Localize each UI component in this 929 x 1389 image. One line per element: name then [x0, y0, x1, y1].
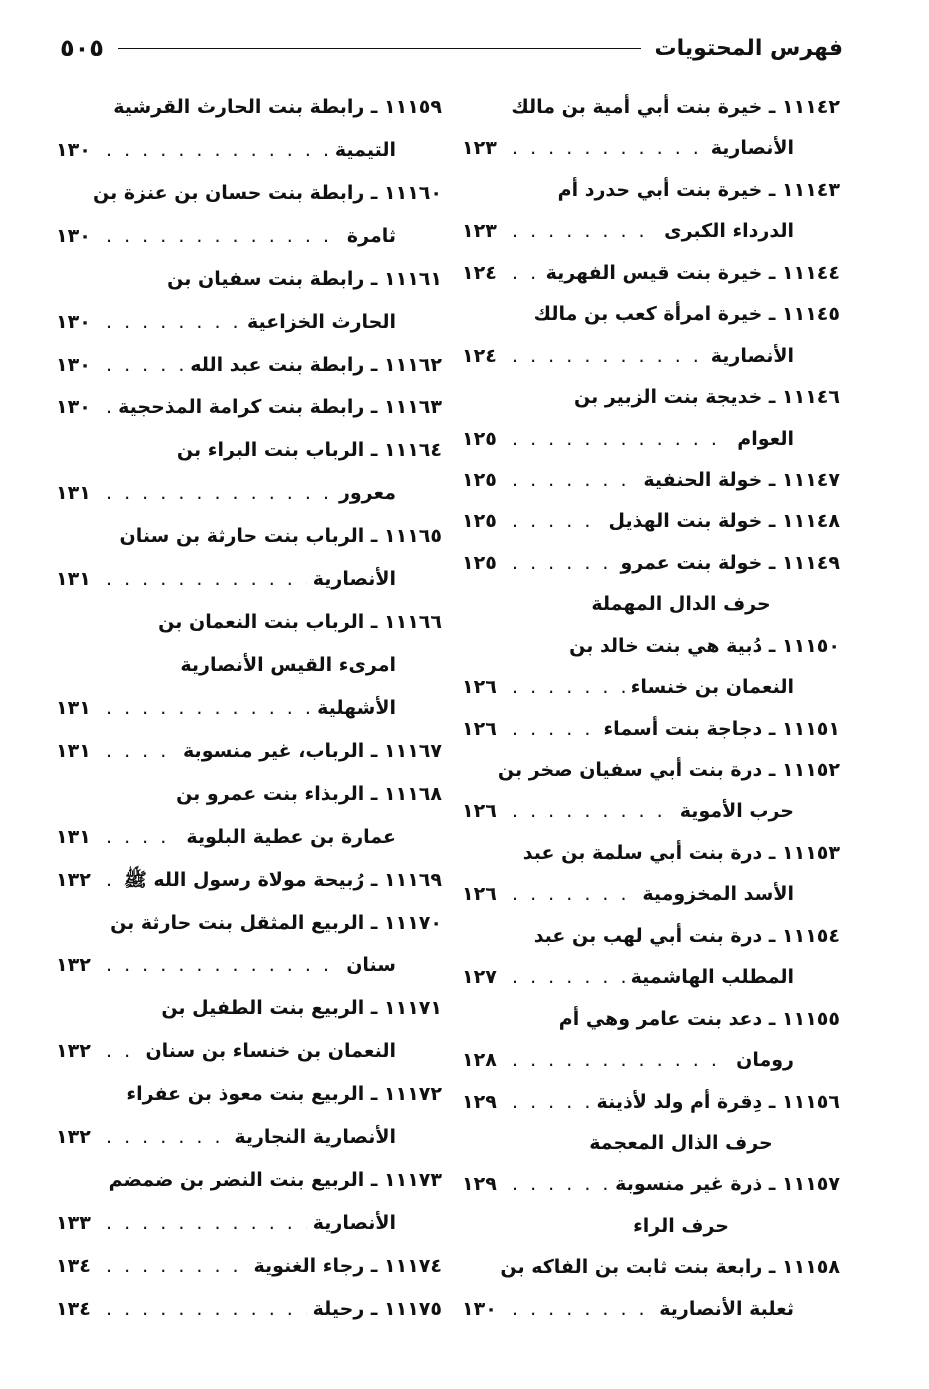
index-entry-continuation — [56, 303, 442, 341]
entry-title: ١١١٦٥ ـ الرباب بنت حارثة بن سنان — [119, 525, 442, 548]
entry-page-number: ١٣٠ — [56, 310, 91, 333]
leader-dots — [512, 1165, 609, 1203]
entry-page-number: ١٣٠ — [56, 353, 91, 376]
index-entry — [56, 431, 442, 469]
entry-page-number: ١٣١ — [56, 482, 91, 505]
entry-title: ١١١٥٣ ـ درة بنت أبي سلمة بن عبد — [522, 841, 840, 864]
index-entry — [462, 751, 840, 789]
entry-title: رومان — [736, 1049, 794, 1072]
index-entry — [56, 1075, 442, 1113]
index-entry — [462, 710, 840, 748]
entry-title: الحارث الخزاعية — [246, 310, 396, 333]
leader-dots — [106, 1290, 307, 1328]
entry-page-number: ١٣٤ — [56, 1297, 91, 1320]
entry-page-number: ١٣٢ — [56, 954, 91, 977]
entry-title: ١١١٥٩ ـ رابطة بنت الحارث القرشية — [113, 96, 442, 118]
leader-dots — [106, 861, 118, 899]
entry-title: الأنصارية — [312, 1211, 396, 1234]
leader-dots — [106, 689, 311, 727]
entry-title: الأنصارية النجارية — [234, 1126, 396, 1149]
entry-page-number: ١٣١ — [56, 739, 91, 762]
index-entry-continuation — [56, 217, 442, 255]
entry-title: ١١١٥٨ ـ رابعة بنت ثابت بن الفاكه بن — [500, 1256, 840, 1279]
index-entry-continuation — [462, 875, 840, 913]
entry-title: معرور — [338, 482, 396, 505]
entry-title: التيمية — [334, 138, 396, 161]
leader-dots — [512, 337, 705, 375]
index-entry — [462, 544, 840, 582]
leader-dots — [106, 1032, 139, 1070]
entry-title: ١١١٦٣ ـ رابطة بنت كرامة المذحجية — [118, 396, 442, 419]
leader-dots — [106, 303, 241, 341]
index-entry-continuation — [462, 1290, 840, 1328]
leader-dots — [106, 388, 112, 426]
entry-title: ١١١٤٣ ـ خيرة بنت أبي حدرد أم — [557, 178, 840, 201]
entry-page-number: ١٢٥ — [462, 551, 497, 574]
entry-title: الأنصارية — [312, 568, 396, 591]
entry-title: ١١١٦٩ ـ رُبيحة مولاة رسول الله ﷺ — [123, 868, 442, 891]
entry-page-number: ١٢٤ — [462, 261, 497, 284]
entry-title: ١١١٧٠ ـ الربيع المثقل بنت حارثة بن — [110, 911, 442, 934]
entry-title: ١١١٦٧ ـ الرباب، غير منسوبة — [183, 739, 442, 762]
leader-dots — [512, 420, 731, 458]
index-entry-continuation — [56, 946, 442, 984]
index-entry-continuation — [462, 668, 840, 706]
leader-dots — [512, 544, 614, 582]
leader-dots — [512, 461, 637, 499]
entry-page-number: ١٢٥ — [462, 427, 497, 450]
index-entry — [462, 171, 840, 209]
entry-page-number: ١٣٠ — [462, 1297, 497, 1320]
entry-title: ١١١٥٧ ـ ذرة غير منسوبة — [615, 1173, 840, 1196]
section-heading — [462, 1124, 840, 1162]
entry-title: ١١١٦٦ ـ الرباب بنت النعمان بن — [158, 611, 442, 634]
index-entry-continuation — [56, 1032, 442, 1070]
index-entry — [56, 775, 442, 813]
index-entry — [462, 1248, 840, 1286]
entry-page-number: ١٣١ — [56, 825, 91, 848]
index-entry — [56, 1290, 442, 1328]
entry-title: ١١١٤٧ ـ خولة الحنفية — [643, 468, 840, 491]
entry-title: المطلب الهاشمية — [630, 966, 794, 989]
entry-title: ١١١٦٨ ـ الربذاء بنت عمرو بن — [176, 782, 442, 805]
index-entry — [462, 1165, 840, 1203]
entry-page-number: ١٢٤ — [462, 344, 497, 367]
index-entry-continuation — [56, 131, 442, 169]
index-entry-continuation — [56, 689, 442, 727]
entry-page-number: ١٣٠ — [56, 138, 91, 161]
leader-dots — [106, 1247, 248, 1285]
entry-title: ١١١٦٢ ـ رابطة بنت عبد الله — [190, 353, 442, 376]
index-entry — [462, 917, 840, 955]
index-column-left — [56, 88, 442, 1328]
page-header — [60, 28, 843, 68]
leader-dots — [512, 254, 540, 292]
leader-dots — [106, 217, 341, 255]
entry-title: ١١١٦٤ ـ الرباب بنت البراء بن — [176, 439, 442, 462]
entry-title: ١١١٧٢ ـ الربيع بنت معوذ بن عفراء — [126, 1083, 442, 1106]
leader-dots — [106, 1204, 307, 1242]
leader-dots — [512, 792, 674, 830]
leader-dots — [106, 818, 180, 856]
entry-title: العوام — [737, 427, 794, 450]
section-heading — [462, 1207, 840, 1245]
entry-title: ١١١٤٤ ـ خيرة بنت قيس الفهرية — [545, 261, 840, 284]
entry-title: ١١١٤٨ ـ خولة بنت الهذيل — [608, 510, 840, 533]
index-entry — [56, 904, 442, 942]
leader-dots — [512, 875, 636, 913]
entry-title: ١١١٥٠ ـ دُبية هي بنت خالد بن — [569, 634, 840, 657]
entry-page-number: ١٣٤ — [56, 1254, 91, 1277]
entry-page-number: ١٢٣ — [462, 137, 497, 160]
index-entry — [56, 1247, 442, 1285]
entry-title: حرب الأموية — [679, 800, 794, 823]
index-entry-continuation — [462, 1041, 840, 1079]
index-entry-continuation — [56, 474, 442, 512]
entry-title: ١١١٥٢ ـ درة بنت أبي سفيان صخر بن — [497, 759, 840, 781]
entry-page-number: ١٣٠ — [56, 224, 91, 247]
index-entry — [56, 603, 442, 641]
entry-page-number: ١٣٠ — [56, 396, 91, 419]
index-entry-continuation — [56, 646, 442, 684]
index-entry — [56, 88, 442, 126]
index-entry — [56, 989, 442, 1027]
entry-title: ١١١٥١ ـ دجاجة بنت أسماء — [603, 717, 840, 740]
entry-title: النعمان بن خنساء — [630, 676, 794, 699]
index-entry — [462, 88, 840, 126]
section-heading-text: حرف الراء — [633, 1214, 729, 1237]
index-entry-continuation — [462, 212, 840, 250]
index-column-right — [462, 88, 840, 1328]
entry-title: ١١١٤٦ ـ خديجة بنت الزبير بن — [574, 386, 840, 409]
entry-page-number: ١٣١ — [56, 568, 91, 591]
entry-page-number: ١٢٥ — [462, 468, 497, 491]
index-entry — [56, 346, 442, 384]
entry-title: عمارة بن عطية البلوية — [186, 825, 396, 848]
index-entry — [56, 517, 442, 555]
index-entry-continuation — [56, 818, 442, 856]
leader-dots — [512, 1290, 653, 1328]
leader-dots — [106, 346, 184, 384]
index-entry-continuation — [462, 129, 840, 167]
entry-title: ثعلبة الأنصارية — [659, 1297, 794, 1320]
leader-dots — [512, 668, 625, 706]
entry-title: الأشهلية — [317, 696, 396, 719]
index-entry — [56, 861, 442, 899]
index-entry — [462, 378, 840, 416]
index-entry-continuation — [462, 958, 840, 996]
index-entry-continuation — [462, 337, 840, 375]
entry-title: ١١١٤٢ ـ خيرة بنت أبي أمية بن مالك — [511, 96, 840, 118]
entry-title: ١١١٦١ ـ رابطة بنت سفيان بن — [167, 267, 442, 290]
entry-title: الأنصارية — [710, 137, 794, 160]
entry-page-number: ١٢٨ — [462, 1049, 497, 1072]
entry-title: ١١١٤٥ ـ خيرة امرأة كعب بن مالك — [533, 303, 840, 326]
leader-dots — [106, 474, 333, 512]
leader-dots — [106, 1118, 228, 1156]
entry-title: ١١١٧١ ـ الربيع بنت الطفيل بن — [161, 997, 442, 1020]
index-entry — [462, 254, 840, 292]
entry-page-number: ١٢٧ — [462, 966, 497, 989]
leader-dots — [512, 502, 603, 540]
page-number: ٥٠٥ — [60, 34, 104, 62]
entry-page-number: ١٢٦ — [462, 800, 497, 823]
index-entry — [462, 295, 840, 333]
index-entry — [56, 388, 442, 426]
index-entry — [56, 1161, 442, 1199]
entry-title: ١١١٦٠ ـ رابطة بنت حسان بن عنزة بن — [92, 181, 442, 204]
entry-title: النعمان بن خنساء بن سنان — [145, 1040, 396, 1063]
index-entry — [462, 834, 840, 872]
entry-title: الأسد المخزومية — [642, 883, 794, 906]
leader-dots — [512, 710, 597, 748]
index-entry — [56, 732, 442, 770]
running-title: فهرس المحتويات — [654, 35, 843, 61]
entry-title: ١١١٧٣ ـ الربيع بنت النضر بن ضمضم — [108, 1169, 442, 1192]
index-entry — [462, 1000, 840, 1038]
entry-page-number: ١٢٦ — [462, 676, 497, 699]
entry-page-number: ١٣٢ — [56, 1126, 91, 1149]
entry-title: ١١١٤٩ ـ خولة بنت عمرو — [620, 551, 840, 574]
index-entry-continuation — [462, 792, 840, 830]
section-heading — [462, 585, 840, 623]
leader-dots — [106, 732, 177, 770]
index-entry-continuation — [56, 1204, 442, 1242]
entry-page-number: ١٢٦ — [462, 883, 497, 906]
entry-page-number: ١٣٣ — [56, 1211, 91, 1234]
index-entry — [56, 260, 442, 298]
entry-page-number: ١٢٩ — [462, 1090, 497, 1113]
index-entry-continuation — [56, 560, 442, 598]
index-entry — [462, 627, 840, 665]
entry-title: سنان — [346, 954, 396, 977]
leader-dots — [106, 946, 340, 984]
header-rule — [118, 48, 641, 49]
entry-page-number: ١٣١ — [56, 696, 91, 719]
leader-dots — [512, 958, 625, 996]
index-entry-continuation — [56, 1118, 442, 1156]
entry-page-number: ١٣٢ — [56, 1040, 91, 1063]
leader-dots — [106, 131, 329, 169]
leader-dots — [512, 1041, 730, 1079]
entry-page-number: ١٢٩ — [462, 1173, 497, 1196]
index-entry — [462, 461, 840, 499]
entry-page-number: ١٢٥ — [462, 510, 497, 533]
entry-title: ١١١٥٥ ـ دعد بنت عامر وهي أم — [558, 1007, 840, 1030]
section-heading-text: حرف الدال المهملة — [591, 593, 771, 616]
entry-title: امرىء القيس الأنصارية — [180, 653, 396, 676]
index-entry — [56, 174, 442, 212]
entry-title: ١١١٧٤ ـ رجاء الغنوية — [253, 1254, 442, 1277]
leader-dots — [512, 212, 658, 250]
entry-page-number: ١٣٢ — [56, 868, 91, 891]
index-entry — [462, 1083, 840, 1121]
entry-page-number: ١٢٣ — [462, 220, 497, 243]
entry-title: ١١١٧٥ ـ رحيلة — [312, 1297, 442, 1320]
section-heading-text: حرف الذال المعجمة — [589, 1131, 773, 1154]
entry-title: الدرداء الكبرى — [664, 220, 794, 243]
entry-title: ١١١٥٤ ـ درة بنت أبي لهب بن عبد — [533, 924, 840, 947]
index-entry — [462, 502, 840, 540]
leader-dots — [512, 1083, 591, 1121]
leader-dots — [512, 129, 705, 167]
entry-page-number: ١٢٦ — [462, 717, 497, 740]
leader-dots — [106, 560, 307, 598]
index-entry-continuation — [462, 420, 840, 458]
entry-title: الأنصارية — [710, 344, 794, 367]
entry-title: ١١١٥٦ ـ دِقرة أم ولد لأذينة — [596, 1090, 840, 1113]
entry-title: ثامرة — [346, 224, 396, 247]
